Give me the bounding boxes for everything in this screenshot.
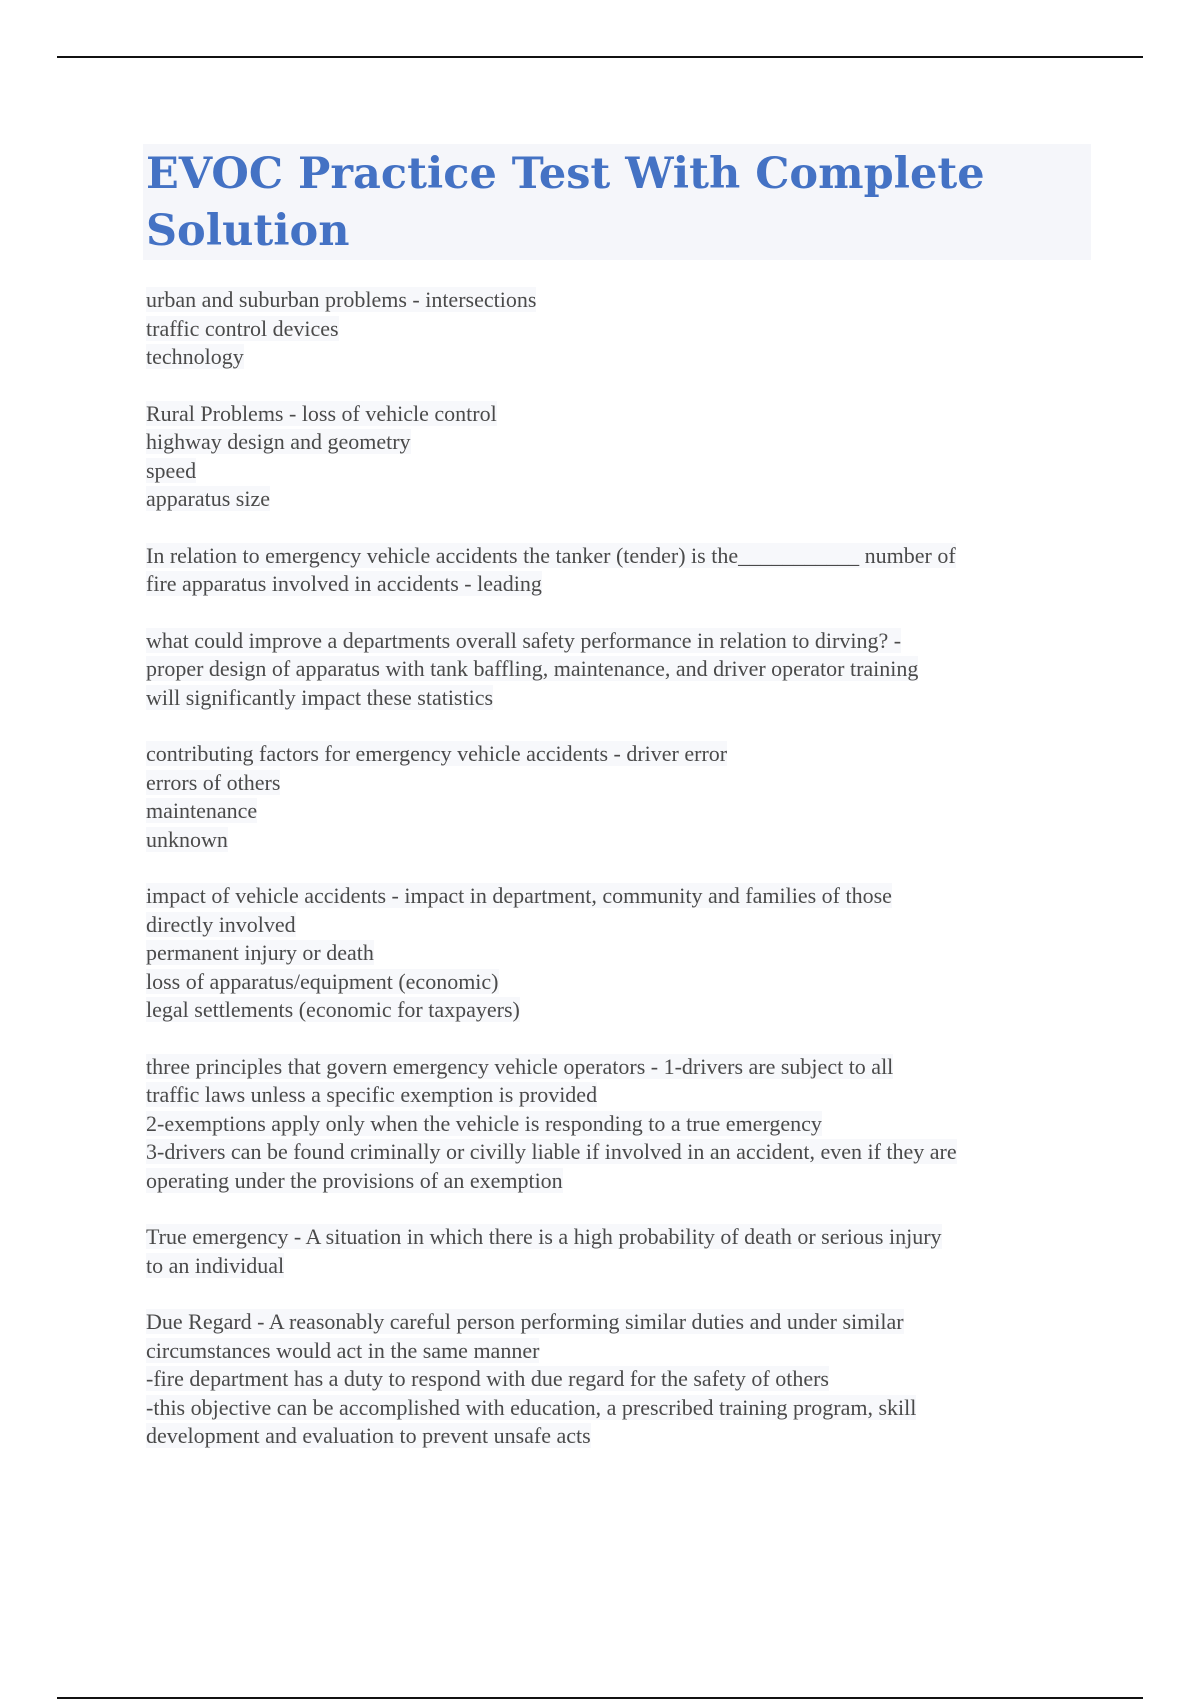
entry-text-line: -this objective can be accomplished with education, a prescribed training program, skill [146, 1394, 917, 1420]
entry-text-line: True emergency - A situation in which there is a high probability of death or serious injury [146, 1224, 942, 1249]
qa-entry [146, 1308, 1086, 1451]
entry-text-line: loss of apparatus/equipment (economic) [146, 968, 499, 994]
qa-entry [146, 740, 1086, 854]
qa-entry [146, 627, 1086, 713]
entry-text-line: development and evaluation to prevent unsafe acts [146, 1423, 591, 1448]
entry-text-line: errors of others [146, 769, 281, 795]
entry-text-line: three principles that govern emergency vehicle operators - 1-drivers are subject to all [146, 1053, 894, 1079]
entry-text-line: legal settlements (economic for taxpayers) [146, 997, 520, 1022]
entry-text-line: circumstances would act in the same manner [146, 1337, 540, 1363]
entry-text-line: technology [146, 344, 244, 369]
entry-text-line: permanent injury or death [146, 940, 374, 965]
footer-rule [57, 1697, 1143, 1699]
entry-text-line: highway design and geometry [146, 429, 411, 454]
header-rule [57, 56, 1143, 58]
qa-entry [146, 286, 1086, 372]
entry-text-line: fire apparatus involved in accidents - leading [146, 571, 542, 596]
entry-text-line: Due Regard - A reasonably careful person performing similar duties and under similar [146, 1309, 904, 1334]
entry-text-line: 3-drivers can be found criminally or civilly liable if involved in an accident, even if they are [146, 1139, 957, 1164]
entry-text-line: In relation to emergency vehicle accidents the tanker (tender) is the___________ number of [146, 542, 956, 568]
qa-entry [146, 400, 1086, 514]
qa-entry [146, 882, 1086, 1025]
entry-text-line: apparatus size [146, 486, 270, 511]
entry-text-line: unknown [146, 826, 228, 852]
document-title-line-2: Solution [146, 206, 350, 256]
entry-text-line: operating under the provisions of an exemption [146, 1167, 563, 1193]
entry-text-line: traffic control devices [146, 315, 339, 341]
document-body [146, 286, 1086, 1479]
document-title-line-1: EVOC Practice Test With Complete [146, 149, 985, 199]
entry-text-line: maintenance [146, 798, 258, 823]
qa-entry [146, 1053, 1086, 1196]
entry-text-line: speed [146, 457, 197, 483]
document-title [146, 146, 1046, 260]
qa-entry [146, 1223, 1086, 1280]
qa-entry [146, 542, 1086, 599]
entry-text-line: proper design of apparatus with tank baffling, maintenance, and driver operator training [146, 656, 919, 681]
entry-text-line: what could improve a departments overall safety performance in relation to dirving? - [146, 627, 902, 653]
entry-text-line: contributing factors for emergency vehicle accidents - driver error [146, 741, 728, 766]
entry-text-line: Rural Problems - loss of vehicle control [146, 400, 497, 426]
entry-text-line: directly involved [146, 911, 296, 937]
entry-text-line: urban and suburban problems - intersections [146, 287, 537, 312]
entry-text-line: -fire department has a duty to respond with due regard for the safety of others [146, 1366, 829, 1391]
entry-text-line: will significantly impact these statistics [146, 684, 494, 710]
entry-text-line: to an individual [146, 1252, 285, 1278]
entry-text-line: impact of vehicle accidents - impact in department, community and families of those [146, 883, 892, 908]
entry-text-line: 2-exemptions apply only when the vehicle is responding to a true emergency [146, 1110, 822, 1136]
entry-text-line: traffic laws unless a specific exemption is provided [146, 1082, 598, 1107]
